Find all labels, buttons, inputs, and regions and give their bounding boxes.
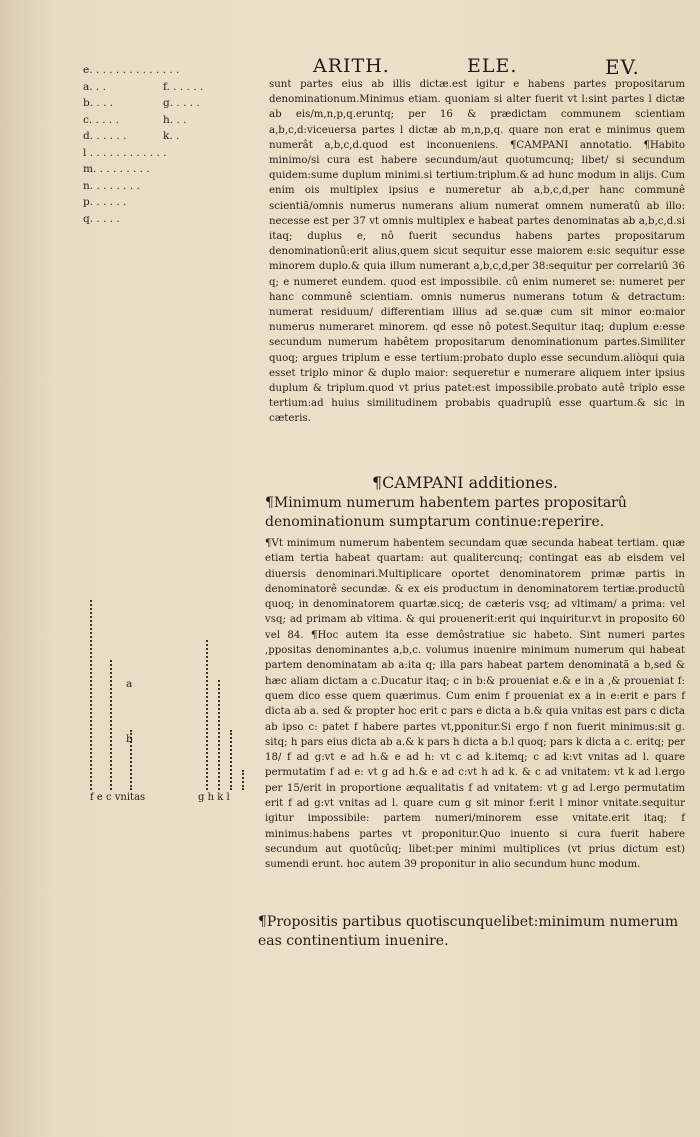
proposition-heading-next: ¶Propositis partibus quotiscunquelibet:minimum numerum eas continentium inuenire. [258,914,679,949]
dotted-line-k [230,730,236,790]
margin-row: l . . . . . . . . . . . . [83,146,167,159]
margin-row: a. . . f. . . . . . [83,80,204,93]
body-text-upper [269,77,685,427]
running-header-ev: EV. [605,55,640,79]
dotted-line-e [110,660,116,790]
margin-row: q. . . . . [83,212,120,225]
margin-row: b. . . . g. . . . . [83,97,200,109]
running-header-arith: ARITH. [313,55,390,77]
proposition-heading: ¶Minimum numerum habentem partes propositarû denominationum sumptarum continue:reperire. [265,495,627,530]
bottom-labels-right: g h k l [198,792,230,803]
label-a: a [126,678,133,690]
section-heading: ¶CAMPANI additiones. [372,473,559,492]
dotted-line-h [218,680,224,790]
margin-row: c. . . . . h. . . [83,113,187,126]
paragraph: sunt partes eius ab illis dictæ.est igitur e habens partes propositarum denominationum.Minimus etiam. quoniam si alter fuerit vt l:sint partes l dictæ ab eis/m,n,p,q.eruntq; per 16 & prædictam communem scientiam a,b,c,d:viceuersa partes l dictæ ab m,n,p,q. quare non erat e minimus quem numerât a,b,c,d.quod est inconueniens. ¶CAMPANI annotatio. ¶Habito minimo/si cura est habere secundum/aut quotumcunq; libet/ si secundum quidem:sume duplum minimi.si tertium:triplum.& ad hunc modum in alijs. Cum enim ois multiplex ipsius e numeretur ab a,b,c,d,per hanc communê scientiã/omnis numerus numerans alium numerat omnem numeratû ab illo: necesse est per 37 vt omnis multiplex e habeat partes denominatas ab a,b,c,d.si itaq; duplus e, nô fuerit secundus habens partes propositarum denominationû:erit alius,quem sicut sequitur esse maiorem e:sic sequitur esse minorem duplo.& quia illum numerant a,b,c,d,per 38:sequitur per correlariû 36 q; e numeret eundem. quod est impossibile. cû enim numeret se: numeret per hanc communê scientiam. omnis numerus numerans totum & detractum: numerat residuum/ differentiam illius ad se.quæ cum sit minor eo:maior numerus numeraret minorem. qd esse nô potest.Sequitur itaq; duplum e:esse secundum numerum habêtem propositarum denominationum partes.Similiter quoq; argues triplum e esse tertium:probato duplo esse secundum.aliòqui quia esset triplo minor & duplo maior: sequeretur e numerare aliquem inter ipsius duplum & triplum.quod vt prius patet:est impossibile.probato autê triplo esse tertium:ad huius similitudinem probabis quadruplû esse quartum.& sic in cæteris. [269,79,685,425]
running-header-ele: ELE. [467,55,518,77]
margin-diagram-bottom [88,600,258,803]
dotted-line-f [90,600,96,790]
dotted-line-l [242,770,248,790]
margin-row: p. . . . . . [83,196,127,208]
margin-row: n. . . . . . . . [83,179,140,192]
bottom-labels-left: f e c vnitas [90,792,146,803]
margin-row: d. . . . . . k. . [83,130,180,142]
dotted-line-g [206,640,212,790]
margin-diagram-top [83,62,233,227]
body-text-lower: ¶Vt minimum numerum habentem secundam quæ secunda habeat tertiam. quæ etiam tertia habeat quartam: aut qualitercunq; contingat eas ab eisdem vel diuersis denominari.Multiplicare oportet denominatorem primæ partis in denominatorê secundæ. & ex eis productum in denominatorem tertiæ.productû quoq; in denominatorem quartæ.sicq; de cæteris vsq; ad vltimam/ a prima: vel vsq; ad primam ab vltima. & qui prouenerit:erit qui inquiritur.vt in proposito 60 vel 84. ¶Hoc autem ita esse demôstratiue sic habeto. Sint numeri partes ,ppositas denominantes a,b,c. volumus inuenire minimum numerum qui habeat partem denominatam ab a:ita q; illa pars habeat partem denominatã a b,sed & hæc aliam dictam a c.Ducatur itaq; c in b:& proueniat e.& e in a ,& proueniat f: quem dico esse quem quærimus. Cum enim f proueniat ex a in e:erit e pars f dicta ab a. sed & propter hoc erit c pars e dicta a b.& quia vnitas est pars c dicta ab ipso c: patet f habere partes vt,pponitur.Si ergo f non fuerit minimus:sit g. sitq; h pars eius dicta ab a.& k pars h dicta a b.l quoq; pars k dicta a c. eritq; per 18/ f ad g:vt e ad h.& e ad h: vt c ad k.itemq; c ad k:vt vnitas ad l. quare permutatim f ad e: vt g ad h.& e ad c:vt h ad k. & c ad vnitatem: vt k ad l.ergo per 15/erit in proportione æqualitatis f ad vnitatem: vt g ad l.ergo permutatim erit f ad g:vt vnitas ad l. quare cum g sit minor f:erit l minor vnitate.sequitur igitur impossibile: partem numeri/minorem esse vnitate.erit itaq; f minimus:habens partes vt proponitur.Quo inuento si cura fuerit habere secundum aut quotûcûq; libet:per minimi multiplices (vt prius dictum est) sumendi erunt. hoc autem 39 proponitur in alio secundum hunc modum. [265,538,685,871]
margin-row: m. . . . . . . . . [83,163,150,175]
margin-row: e. . . . . . . . . . . . . . [83,64,180,76]
label-b: b [126,733,133,745]
